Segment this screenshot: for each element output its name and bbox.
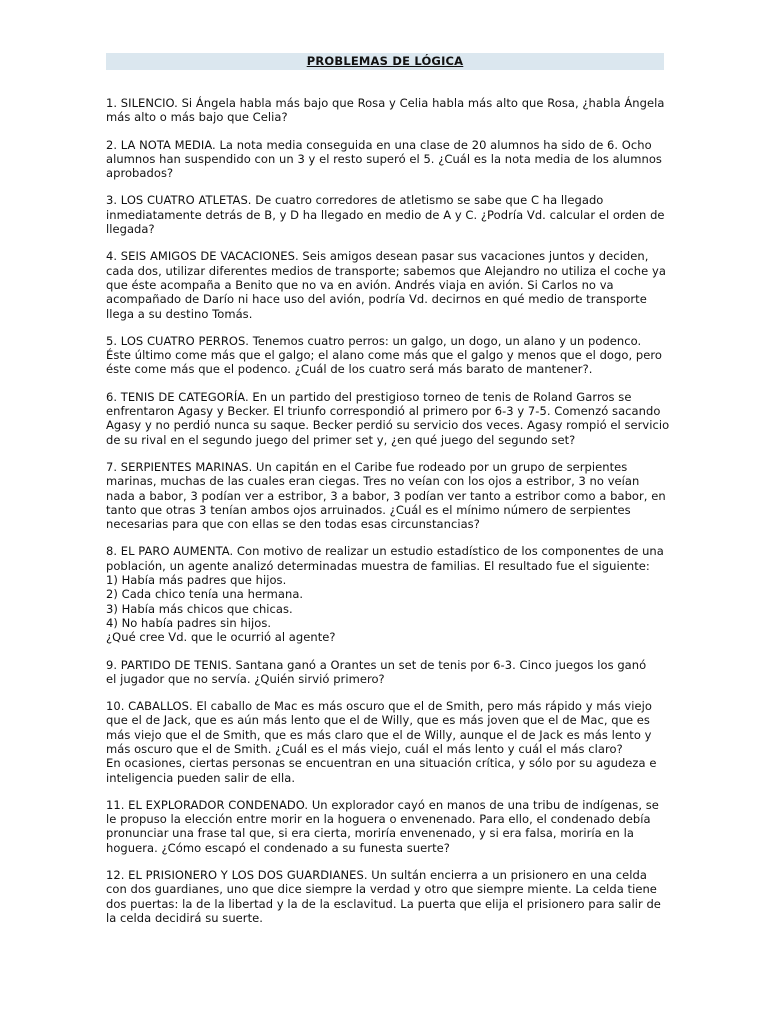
problem-4 bbox=[106, 249, 666, 320]
problem-line: que el de Jack, que es aún más lento que el de Willy, que es más joven que el de Mac, que es bbox=[106, 713, 650, 728]
problem-line: dos puertas: la de la libertad y la de la esclavitud. La puerta que elija el prisionero para salir de bbox=[106, 896, 661, 911]
problem-line: 10. CABALLOS. El caballo de Mac es más oscuro que el de Smith, pero más rápido y más viejo bbox=[106, 699, 652, 714]
problem-12 bbox=[106, 868, 666, 925]
problem-line: tanto que otras 3 tenían ambos ojos arruinados. ¿Cuál es el mínimo número de serpientes bbox=[106, 502, 631, 517]
problem-line: marinas, muchas de las cuales eran ciegas. Tres no veían con los ojos a estribor, 3 no veían bbox=[106, 474, 640, 489]
problem-line: cada dos, utilizar diferentes medios de transporte; sabemos que Alejandro no utiliza el coche ya bbox=[106, 263, 666, 278]
problem-line: inteligencia pueden salir de ella. bbox=[106, 770, 296, 785]
problem-6 bbox=[106, 389, 670, 447]
problem-line: 5. LOS CUATRO PERROS. Tenemos cuatro perros: un galgo, un dogo, un alano y un podenco. bbox=[106, 333, 642, 348]
problem-line: le propuso la elección entre morir en la hoguera o envenenado. Para ello, el condenado debía bbox=[106, 812, 651, 827]
problem-line: hoguera. ¿Cómo escapó el condenado a su funesta suerte? bbox=[106, 840, 450, 855]
problem-line: enfrentaron Agasy y Becker. El triunfo correspondió al primero por 6-3 y 7-5. Comenzó sacando bbox=[106, 404, 661, 419]
problem-line: nada a babor, 3 podían ver a estribor, 3 a babor, 3 podían ver tanto a estribor como a babor, en bbox=[106, 488, 666, 503]
problem-11 bbox=[106, 798, 666, 855]
problem-line: alumnos han suspendido con un 3 y el resto superó el 5. ¿Cuál es la nota media de los alumnos bbox=[106, 151, 662, 166]
problem-line: 3. LOS CUATRO ATLETAS. De cuatro corredores de atletismo se sabe que C ha llegado bbox=[106, 193, 604, 208]
problem-line: aprobados? bbox=[106, 166, 174, 181]
problem-line: necesarias para que con ellas se den todas esas circunstancias? bbox=[106, 517, 480, 532]
problem-line: ¿Qué cree Vd. que le ocurrió al agente? bbox=[106, 630, 336, 645]
problem-line: Agasy y no perdió nunca su saque. Becker perdió su servicio dos veces. Agasy rompió el servicio bbox=[106, 418, 670, 433]
problem-line: 7. SERPIENTES MARINAS. Un capitán en el Caribe fue rodeado por un grupo de serpientes bbox=[106, 459, 628, 474]
problem-line: 2) Cada chico tenía una hermana. bbox=[106, 587, 304, 602]
problem-line: inmediatamente detrás de B, y D ha llegado en medio de A y C. ¿Podría Vd. calcular el orden de bbox=[106, 207, 665, 222]
title-bar bbox=[106, 53, 664, 70]
problem-line: 4. SEIS AMIGOS DE VACACIONES. Seis amigos desean pasar sus vacaciones juntos y deciden, bbox=[106, 249, 649, 264]
problem-line: que éste acompaña a Benito que no va en avión. Andrés viaja en avión. Si Carlos no va bbox=[106, 277, 614, 292]
problem-line: éste come más que el podenco. ¿Cuál de los cuatro será más barato de mantener?. bbox=[106, 362, 593, 377]
problem-line: Éste último come más que el galgo; el alano come más que el galgo y menos que el dogo, pero bbox=[106, 348, 662, 363]
problem-line: 4) No había padres sin hijos. bbox=[106, 615, 272, 630]
problem-7 bbox=[106, 460, 666, 531]
problem-line: llega a su destino Tomás. bbox=[106, 306, 253, 321]
problem-line: el jugador que no servía. ¿Quién sirvió primero? bbox=[106, 671, 385, 686]
problem-line: más alto o más bajo que Celia? bbox=[106, 110, 288, 125]
problem-9 bbox=[106, 658, 666, 687]
problem-5 bbox=[106, 334, 666, 377]
problem-line: 3) Había más chicos que chicas. bbox=[106, 601, 293, 616]
problem-line: de su rival en el segundo juego del primer set y, ¿en qué juego del segundo set? bbox=[106, 432, 576, 447]
problem-line: 1. SILENCIO. Si Ángela habla más bajo que Rosa y Celia habla más alto que Rosa, ¿habla Ángela bbox=[106, 96, 665, 110]
document-title: PROBLEMAS DE LÓGICA bbox=[306, 54, 464, 68]
problem-line: 9. PARTIDO DE TENIS. Santana ganó a Orantes un set de tenis por 6-3. Cinco juegos los ganó bbox=[106, 657, 647, 672]
problem-10 bbox=[106, 699, 666, 785]
problem-line: 1) Había más padres que hijos. bbox=[106, 573, 287, 588]
problem-line: la celda decidirá su suerte. bbox=[106, 910, 263, 925]
problem-line: con dos guardianes, uno que dice siempre la verdad y otro que siempre miente. La celda tiene bbox=[106, 882, 657, 897]
problem-8 bbox=[106, 544, 666, 644]
problem-line: población, un agente analizó determinadas muestra de familias. El resultado fue el siguiente: bbox=[106, 558, 650, 573]
problem-line: 8. EL PARO AUMENTA. Con motivo de realizar un estudio estadístico de los componentes de una bbox=[106, 544, 664, 559]
problem-3 bbox=[106, 193, 666, 236]
problem-line: 6. TENIS DE CATEGORÍA. En un partido del prestigioso torneo de tenis de Roland Garros se bbox=[106, 389, 632, 404]
problem-line: 11. EL EXPLORADOR CONDENADO. Un explorador cayó en manos de una tribu de indígenas, se bbox=[106, 797, 659, 812]
problem-line: 2. LA NOTA MEDIA. La nota media conseguida en una clase de 20 alumnos ha sido de 6. Ocho bbox=[106, 137, 652, 152]
problem-line: más oscuro que el de Smith. ¿Cuál es el más viejo, cuál el más lento y cuál el más claro? bbox=[106, 741, 623, 756]
problem-line: llegada? bbox=[106, 222, 155, 237]
problem-line: pronunciar una frase tal que, si era cierta, moriría envenenado, y si era falsa, moriría en la bbox=[106, 826, 634, 841]
problem-list bbox=[106, 96, 670, 938]
problem-line: más viejo que el de Smith, que es más claro que el de Willy, aunque el de Jack es más lento y bbox=[106, 727, 652, 742]
problem-line: En ocasiones, ciertas personas se encuentran en una situación crítica, y sólo por su agudeza e bbox=[106, 756, 657, 771]
problem-1 bbox=[106, 96, 666, 125]
problem-line: 12. EL PRISIONERO Y LOS DOS GUARDIANES. Un sultán encierra a un prisionero en una celda bbox=[106, 868, 647, 883]
problem-2 bbox=[106, 138, 666, 181]
problem-line: acompañado de Darío ni hace uso del avión, podría Vd. decirnos en qué medio de transporte bbox=[106, 292, 647, 307]
